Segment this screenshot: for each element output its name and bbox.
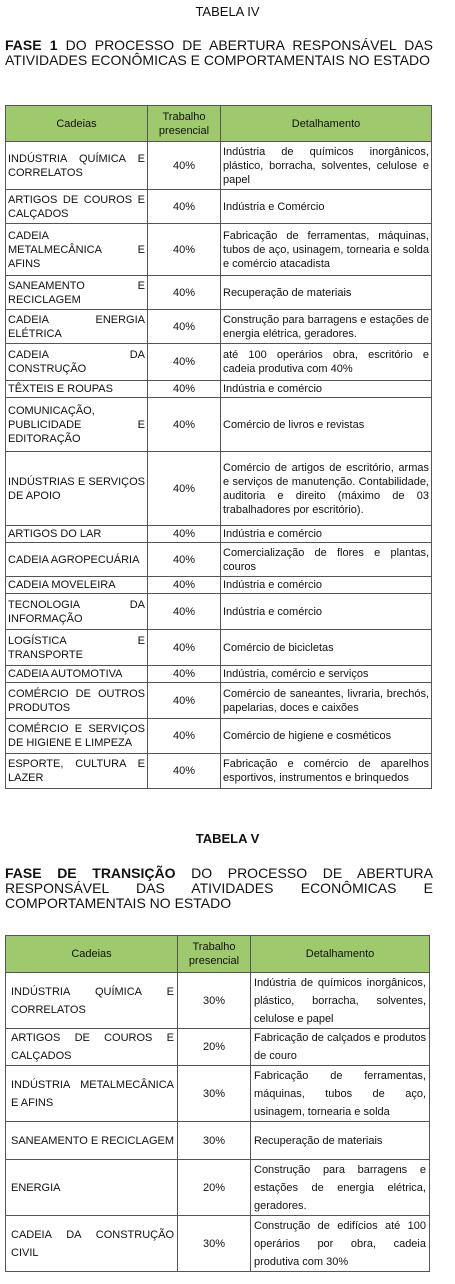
cadeia-cell: CADEIA METALMECÂNICA E AFINS (6, 224, 148, 276)
detalhamento-cell: Comércio de livros e revistas (221, 398, 432, 452)
table-row (6, 276, 432, 310)
table-iv (5, 105, 432, 789)
detalhamento-cell: Construção para barragens e estações de energia elétrica, geradores. (221, 310, 432, 344)
table-row (6, 543, 432, 577)
header-detalhamento: Detalhamento (221, 106, 432, 142)
header-trabalho-presencial: Trabalho presencial (178, 936, 251, 973)
trabalho-presencial-cell: 40% (148, 683, 221, 719)
table-header-row (6, 106, 432, 142)
cadeia-cell: INDÚSTRIA METALMECÂNICA E AFINS (6, 1066, 178, 1122)
cadeia-cell: CADEIA MOVELEIRA (6, 577, 148, 594)
table-row (6, 142, 432, 190)
table-row (6, 754, 432, 789)
table-row (6, 452, 432, 526)
table-row (6, 577, 432, 594)
trabalho-presencial-cell: 30% (178, 1066, 251, 1122)
detalhamento-cell: Comércio de higiene e cosméticos (221, 719, 432, 754)
trabalho-presencial-cell: 40% (148, 543, 221, 577)
detalhamento-cell: Recuperação de materiais (251, 1122, 430, 1160)
detalhamento-cell: Fabricação e comércio de aparelhos esportivos, instrumentos e brinquedos (221, 754, 432, 789)
trabalho-presencial-cell: 40% (148, 630, 221, 666)
table-row (6, 344, 432, 381)
phase-1-heading-bold: FASE 1 (5, 37, 58, 53)
phase-1-heading (5, 38, 433, 68)
cadeia-cell: CADEIA DA CONSTRUÇÃO (6, 344, 148, 381)
table-row (6, 630, 432, 666)
detalhamento-cell: Indústria e comércio (221, 577, 432, 594)
trabalho-presencial-cell: 40% (148, 719, 221, 754)
trabalho-presencial-cell: 40% (148, 526, 221, 543)
detalhamento-cell: Recuperação de materiais (221, 276, 432, 310)
trabalho-presencial-cell: 20% (178, 1160, 251, 1216)
trabalho-presencial-cell: 40% (148, 310, 221, 344)
trabalho-presencial-cell: 20% (178, 1029, 251, 1066)
cadeia-cell: ENERGIA (6, 1160, 178, 1216)
cadeia-cell: ESPORTE, CULTURA E LAZER (6, 754, 148, 789)
phase-1-heading-text: DO PROCESSO DE ABERTURA RESPONSÁVEL DAS ATIVIDADES ECONÔMICAS E COMPORTAMENTAIS NO ESTADO (5, 37, 433, 68)
trabalho-presencial-cell: 40% (148, 344, 221, 381)
table-row (6, 398, 432, 452)
detalhamento-cell: Indústria e Comércio (221, 190, 432, 224)
cadeia-cell: COMÉRCIO E SERVIÇOS DE HIGIENE E LIMPEZA (6, 719, 148, 754)
cadeia-cell: CADEIA ENERGIA ELÉTRICA (6, 310, 148, 344)
trabalho-presencial-cell: 40% (148, 754, 221, 789)
detalhamento-cell: Comércio de bicicletas (221, 630, 432, 666)
table-row (6, 973, 430, 1029)
table-iv-title: TABELA IV (195, 4, 260, 19)
table-row (6, 381, 432, 398)
trabalho-presencial-cell: 40% (148, 398, 221, 452)
detalhamento-cell: Indústria e comércio (221, 526, 432, 543)
cadeia-cell: INDÚSTRIA QUÍMICA E CORRELATOS (6, 142, 148, 190)
table-row (6, 224, 432, 276)
table-header-row (6, 936, 430, 973)
trabalho-presencial-cell: 30% (178, 1216, 251, 1272)
detalhamento-cell: Fabricação de ferramentas, máquinas, tubos de aço, usinagem, tornearia e solda e comércio atacadista (221, 224, 432, 276)
table-row (6, 1216, 430, 1272)
detalhamento-cell: Comércio de saneantes, livraria, brechós, papelarias, doces e caixões (221, 683, 432, 719)
trabalho-presencial-cell: 30% (178, 973, 251, 1029)
cadeia-cell: LOGÍSTICA E TRANSPORTE (6, 630, 148, 666)
table-v (5, 935, 430, 1272)
table-row (6, 190, 432, 224)
header-cadeias: Cadeias (6, 106, 148, 142)
cadeia-cell: SANEAMENTO E RECICLAGEM (6, 1122, 178, 1160)
trabalho-presencial-cell: 40% (148, 142, 221, 190)
detalhamento-cell: Indústria de químicos inorgânicos, plástico, borracha, solventes, celulose e papel (221, 142, 432, 190)
detalhamento-cell: Indústria e comércio (221, 381, 432, 398)
transition-phase-heading (5, 866, 433, 911)
cadeia-cell: INDÚSTRIAS E SERVIÇOS DE APOIO (6, 452, 148, 526)
header-cadeias: Cadeias (6, 936, 178, 973)
cadeia-cell: CADEIA AUTOMOTIVA (6, 666, 148, 683)
table-row (6, 719, 432, 754)
detalhamento-cell: até 100 operários obra, escritório e cadeia produtiva com 40% (221, 344, 432, 381)
cadeia-cell: ARTIGOS DE COUROS E CALÇADOS (6, 190, 148, 224)
trabalho-presencial-cell: 40% (148, 190, 221, 224)
detalhamento-cell: Comercialização de flores e plantas, couros (221, 543, 432, 577)
trabalho-presencial-cell: 40% (148, 381, 221, 398)
header-trabalho-presencial: Trabalho presencial (148, 106, 221, 142)
header-detalhamento: Detalhamento (251, 936, 430, 973)
cadeia-cell: SANEAMENTO E RECICLAGEM (6, 276, 148, 310)
cadeia-cell: COMUNICAÇÃO, PUBLICIDADE E EDITORAÇÃO (6, 398, 148, 452)
table-v-title: TABELA V (195, 831, 260, 846)
table-row (6, 1066, 430, 1122)
table-row (6, 683, 432, 719)
cadeia-cell: COMÉRCIO DE OUTROS PRODUTOS (6, 683, 148, 719)
detalhamento-cell: Indústria, comércio e serviços (221, 666, 432, 683)
detalhamento-cell: Comércio de artigos de escritório, armas e serviços de manutenção. Contabilidade, auditoria e direito (máximo de 03 trabalhadores por escritório). (221, 452, 432, 526)
cadeia-cell: INDÚSTRIA QUÍMICA E CORRELATOS (6, 973, 178, 1029)
cadeia-cell: CADEIA AGROPECUÁRIA (6, 543, 148, 577)
detalhamento-cell: Indústria de químicos inorgânicos, plástico, borracha, solventes, celulose e papel (251, 973, 430, 1029)
detalhamento-cell: Construção de edifícios até 100 operários por obra, cadeia produtiva com 30% (251, 1216, 430, 1272)
cadeia-cell: TECNOLOGIA DA INFORMAÇÃO (6, 594, 148, 630)
detalhamento-cell: Construção para barragens e estações de energia elétrica, geradores. (251, 1160, 430, 1216)
table-row (6, 594, 432, 630)
detalhamento-cell: Indústria e comércio (221, 594, 432, 630)
detalhamento-cell: Fabricação de calçados e produtos de couro (251, 1029, 430, 1066)
trabalho-presencial-cell: 40% (148, 452, 221, 526)
trabalho-presencial-cell: 40% (148, 276, 221, 310)
detalhamento-cell: Fabricação de ferramentas, máquinas, tubos de aço, usinagem, tornearia e solda (251, 1066, 430, 1122)
table-row (6, 666, 432, 683)
table-row (6, 1029, 430, 1066)
trabalho-presencial-cell: 40% (148, 224, 221, 276)
trabalho-presencial-cell: 30% (178, 1122, 251, 1160)
trabalho-presencial-cell: 40% (148, 577, 221, 594)
transition-phase-heading-text: DO PROCESSO DE ABERTURA RESPONSÁVEL DAS ATIVIDADES ECONÔMICAS E COMPORTAMENTAIS NO ESTADO (5, 865, 433, 911)
table-row (6, 1160, 430, 1216)
trabalho-presencial-cell: 40% (148, 594, 221, 630)
table-row (6, 310, 432, 344)
table-row (6, 526, 432, 543)
table-row (6, 1122, 430, 1160)
trabalho-presencial-cell: 40% (148, 666, 221, 683)
cadeia-cell: TÊXTEIS E ROUPAS (6, 381, 148, 398)
cadeia-cell: ARTIGOS DO LAR (6, 526, 148, 543)
cadeia-cell: ARTIGOS DE COUROS E CALÇADOS (6, 1029, 178, 1066)
cadeia-cell: CADEIA DA CONSTRUÇÃO CIVIL (6, 1216, 178, 1272)
transition-phase-heading-bold: FASE DE TRANSIÇÃO (5, 865, 176, 881)
